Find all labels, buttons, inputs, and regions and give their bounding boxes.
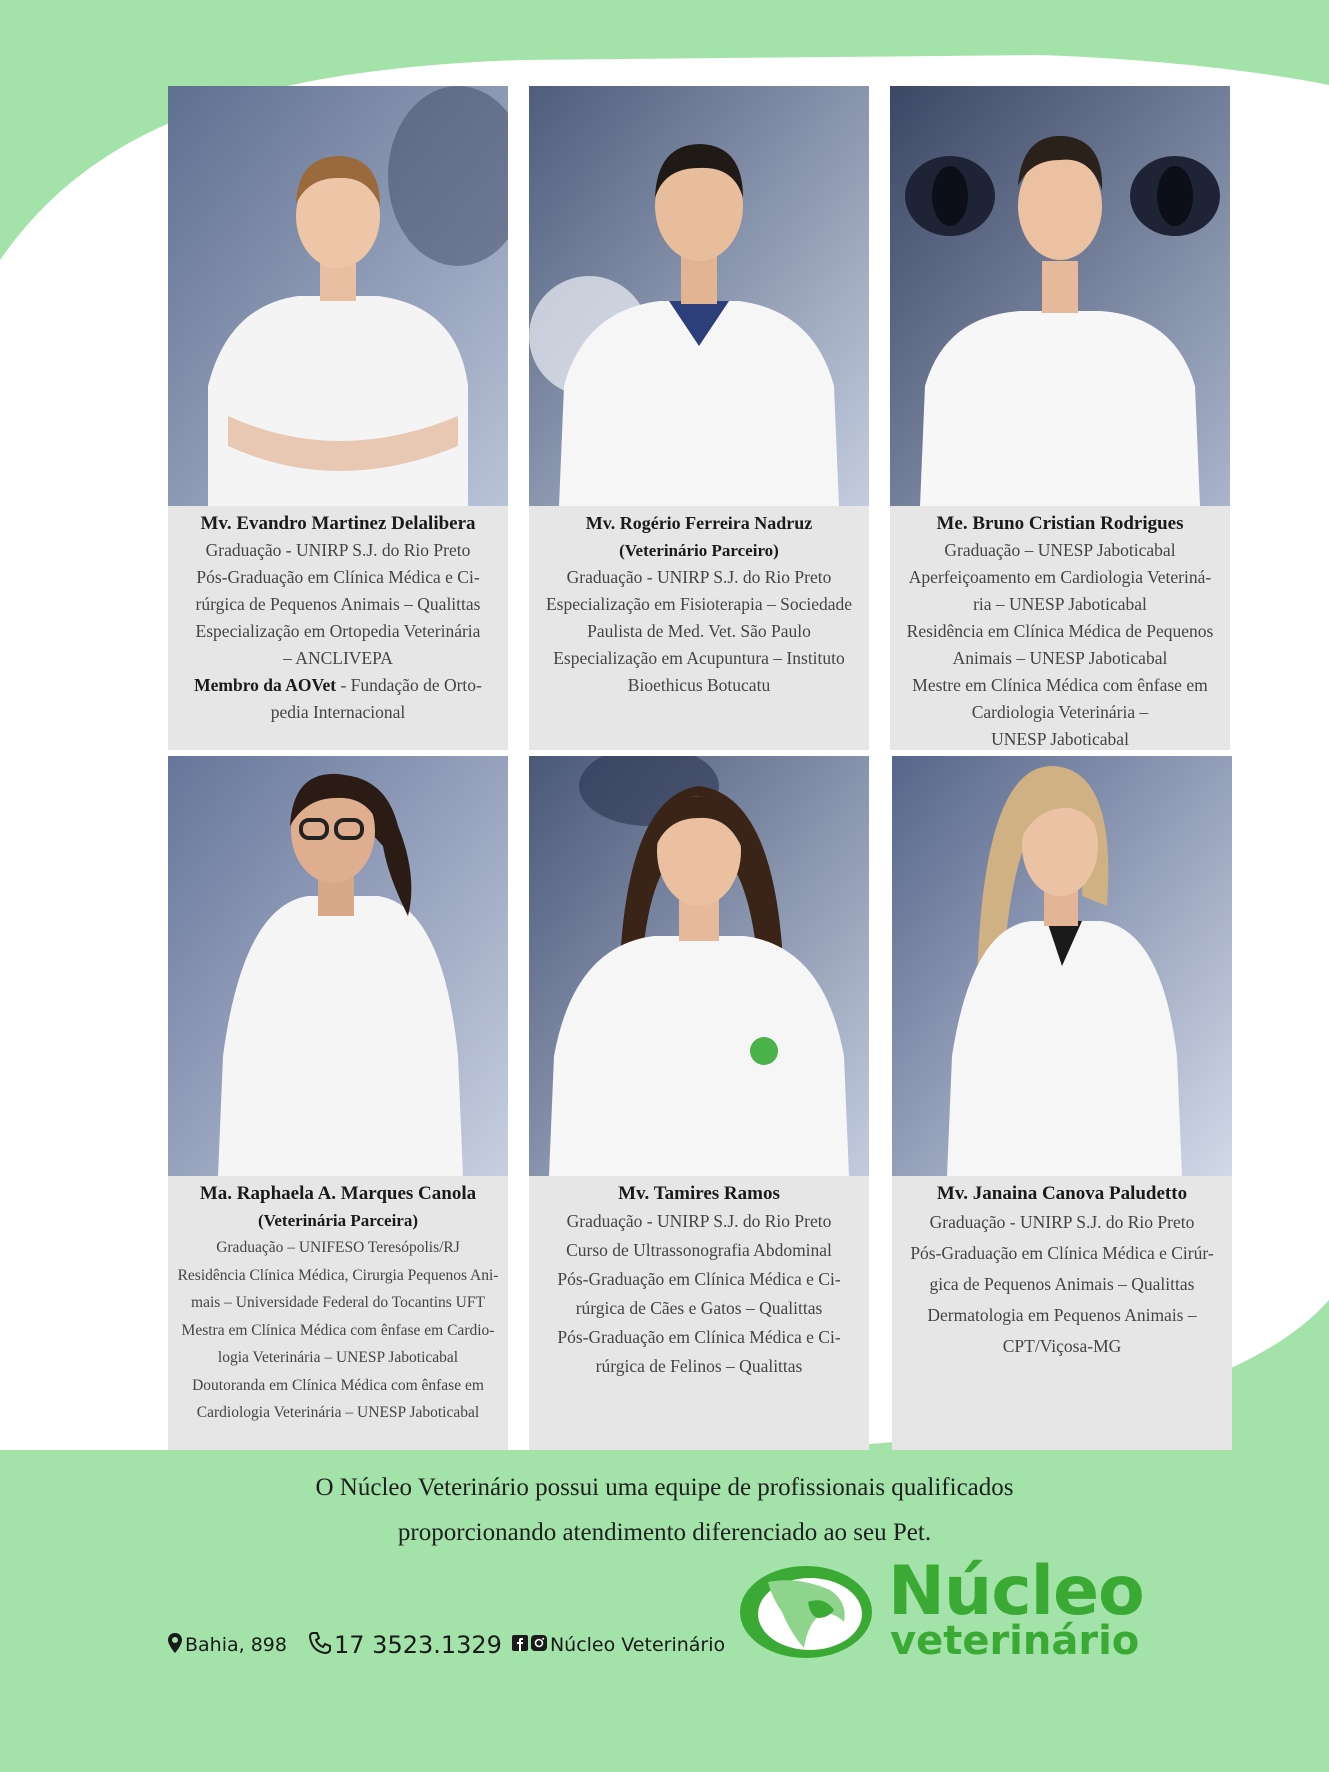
membership-text: - Fundação de Orto- <box>336 675 482 695</box>
team-card-4 <box>168 756 508 1450</box>
tagline-line-2: proporcionando atendimento diferenciado ao seu Pet. <box>397 1519 932 1546</box>
facebook-icon <box>512 1635 528 1655</box>
member-name: Me. Bruno Cristian Rodrigues <box>936 513 1184 534</box>
credential-line: Graduação - UNIRP S.J. do Rio Preto <box>566 1211 832 1231</box>
credential-line: pedia Internacional <box>270 702 406 722</box>
credential-line: Especialização em Fisioterapia – Sociedade <box>545 594 853 614</box>
credential-line: Graduação – UNIFESO Teresópolis/RJ <box>216 1239 460 1256</box>
credential-line: Especialização em Acupuntura – Instituto <box>553 648 845 668</box>
credential-line: rúrgica de Pequenos Animais – Qualittas <box>195 594 481 614</box>
member-name: Mv. Rogério Ferreira Nadruz <box>585 513 813 533</box>
credential-line: gica de Pequenos Animais – Qualittas <box>929 1274 1195 1294</box>
credential-line: UNESP Jaboticabal <box>991 729 1129 749</box>
credential-line: Curso de Ultrassonografia Abdominal <box>566 1240 832 1260</box>
team-card-5 <box>529 756 869 1450</box>
portrait-photo <box>529 756 869 1176</box>
member-role: (Veterinário Parceiro) <box>619 541 779 560</box>
credential-line: Doutoranda em Clínica Médica com ênfase em <box>192 1376 484 1394</box>
credential-line: – ANCLIVEPA <box>283 648 393 668</box>
credential-line: Cardiologia Veterinária – <box>971 702 1149 722</box>
portrait-photo <box>892 756 1232 1176</box>
credential-line: Graduação - UNIRP S.J. do Rio Preto <box>205 540 471 560</box>
credential-line: logia Veterinária – UNESP Jaboticabal <box>217 1349 459 1366</box>
logo-word-nucleo: Núcleo <box>888 1552 1144 1631</box>
contact-bar <box>168 1630 725 1660</box>
credential-line: Graduação – UNESP Jaboticabal <box>944 540 1176 560</box>
logo-word-veterinario: veterinário <box>890 1618 1140 1664</box>
team-card-2 <box>529 86 869 750</box>
credential-line: Dermatologia em Pequenos Animais – <box>927 1305 1197 1325</box>
member-name: Ma. Raphaela A. Marques Canola <box>199 1183 477 1204</box>
member-name: Mv. Janaina Canova Paludetto <box>936 1183 1188 1204</box>
credential-line: CPT/Viçosa-MG <box>1002 1336 1122 1356</box>
instagram-icon <box>531 1635 547 1655</box>
phone-number: 17 3523.1329 <box>334 1631 502 1659</box>
credential-line: rúrgica de Felinos – Qualittas <box>595 1356 803 1376</box>
credential-line: Especialização em Ortopedia Veterinária <box>195 621 481 641</box>
credential-line: Mestre em Clínica Médica com ênfase em <box>912 675 1208 695</box>
location-pin-icon <box>168 1633 182 1657</box>
portrait-photo <box>529 86 869 506</box>
credential-line: Pós-Graduação em Clínica Médica e Ci- <box>557 1327 841 1347</box>
nucleo-veterinario-logo <box>738 1552 1228 1670</box>
tagline-line-1: O Núcleo Veterinário possui uma equipe de profissionais qualificados <box>315 1474 1014 1501</box>
team-card-6 <box>892 756 1232 1450</box>
portrait-photo <box>168 86 508 506</box>
credential-line: Mestra em Clínica Médica com ênfase em Cardio- <box>181 1321 495 1339</box>
member-name: Mv. Tamires Ramos <box>618 1183 780 1204</box>
social-handle: Núcleo Veterinário <box>549 1634 726 1656</box>
credential-line: Graduação - UNIRP S.J. do Rio Preto <box>566 567 832 587</box>
member-role: (Veterinária Parceira) <box>257 1211 418 1230</box>
credential-line: Cardiologia Veterinária – UNESP Jaboticabal <box>196 1404 480 1421</box>
team-card-1 <box>168 86 508 750</box>
credential-line: Residência Clínica Médica, Cirurgia Pequenos Ani- <box>177 1266 499 1284</box>
credential-line: mais – Universidade Federal do Tocantins UFT <box>191 1294 485 1311</box>
address-text: Bahia, 898 <box>185 1634 287 1656</box>
portrait-photo <box>168 756 508 1176</box>
credential-line: Pós-Graduação em Clínica Médica e Cirúr- <box>910 1243 1214 1263</box>
credential-line: Animais – UNESP Jaboticabal <box>952 648 1168 668</box>
credential-line: ria – UNESP Jaboticabal <box>973 594 1147 614</box>
credential-line: Paulista de Med. Vet. São Paulo <box>587 621 811 641</box>
credential-line: Pós-Graduação em Clínica Médica e Ci- <box>557 1269 841 1289</box>
membership-label: Membro da AOVet <box>194 675 337 695</box>
credential-line: Bioethicus Botucatu <box>627 675 771 695</box>
pet-silhouette-logo-icon <box>738 1562 878 1662</box>
team-card-3 <box>890 86 1230 750</box>
credential-line: Aperfeiçoamento em Cardiologia Veteriná- <box>908 567 1212 587</box>
credential-line: Residência em Clínica Médica de Pequenos <box>906 621 1214 641</box>
phone-icon <box>309 1632 331 1658</box>
portrait-photo <box>890 86 1230 506</box>
member-name: Mv. Evandro Martinez Delalibera <box>200 513 476 534</box>
credential-line: Graduação - UNIRP S.J. do Rio Preto <box>929 1212 1195 1232</box>
credential-line: rúrgica de Cães e Gatos – Qualittas <box>575 1298 823 1318</box>
credential-line: Pós-Graduação em Clínica Médica e Ci- <box>196 567 480 587</box>
membership-line <box>168 672 508 699</box>
